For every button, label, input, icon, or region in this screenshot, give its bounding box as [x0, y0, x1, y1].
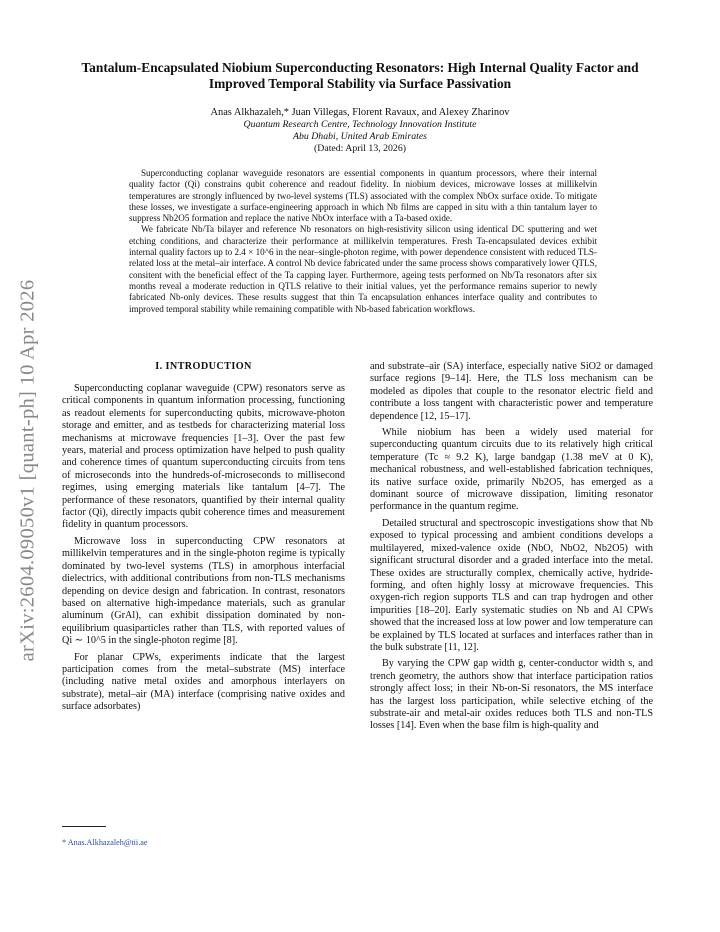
footnote-rule	[62, 826, 106, 827]
abstract	[129, 168, 597, 315]
section-heading-introduction: I. INTRODUCTION	[155, 361, 252, 372]
left-column	[62, 383, 345, 718]
paper-title: Tantalum-Encapsulated Niobium Superconducting Resonators: High Internal Quality Factor and Improved Temporal Stability via Surface Passivation	[81, 60, 639, 91]
intro-paragraph-1: Superconducting coplanar waveguide (CPW) resonators serve as critical components in quantum information processing, functioning as readout elements for superconducting qubits, microwave-photon storage and emitter, and as testbeds for characterizing material loss mechanisms at microwave frequencies [1–3]. Over the past few years, material and process optimization have helped to push quality and coherence times of quantum superconducting circuits from tens of microseconds into the hundreds-of-microseconds to millisecond regimes, using emerging materials like tantalum [4–7]. The performance of these resonators, quantified by their internal quality factor (Qi), directly impacts qubit coherence times and measurement fidelity in quantum processors.	[62, 383, 345, 531]
abstract-paragraph-1: Superconducting coplanar waveguide resonators are essential components in quantum processors, where their internal quality factor (Qi) constrains qubit coherence and readout fidelity. In niobium devices, microwave losses at millikelvin temperatures are strongly influenced by two-level systems (TLS) associated with the complex NbOx surface oxide. To mitigate these losses, we investigate a surface-engineering approach in which Nb films are capped in situ with a thin tantalum layer to suppress Nb2O5 formation and replace the native NbOx interface with a Ta-based oxide.	[129, 168, 597, 224]
affiliation-line-2: Abu Dhabi, United Arab Emirates	[293, 131, 427, 142]
intro-paragraph-3-continued: and substrate–air (SA) interface, especially native SiO2 or damaged surface regions [9–14]. Here, the TLS loss mechanism can be modeled as dipoles that couple to the resonator electric field and contribute a loss tangent with characteristic power and temperature dependence [12, 15–17].	[370, 361, 653, 422]
affiliation-line-1: Quantum Research Centre, Technology Innovation Institute	[243, 119, 477, 130]
intro-paragraph-6: By varying the CPW gap width g, center-conductor width s, and trench geometry, the authors show that interface participation ratios strongly affect loss; in their Nb-on-Si resonators, the MS interface has the largest loss participation, while selective etching of the substrate-air and metal-air oxides reduces both TLS and non-TLS losses [14]. Even when the base film is high-quality and	[370, 658, 653, 732]
author-list: Anas Alkhazaleh,* Juan Villegas, Florent Ravaux, and Alexey Zharinov	[210, 107, 510, 118]
footnote-email[interactable]: * Anas.Alkhazaleh@tii.ae	[62, 838, 148, 847]
arxiv-identifier-text: arXiv:2604.09050v1 [quant-ph] 10 Apr 2026	[16, 279, 39, 661]
date-line: (Dated: April 13, 2026)	[314, 143, 406, 154]
abstract-paragraph-2: We fabricate Nb/Ta bilayer and reference Nb resonators on high-resistivity silicon using identical DC sputtering and wet etching conditions, and characterize their performance at millikelvin temperatures. Fresh Ta-encapsulated devices exhibit internal quality factors up to 2.4 × 10^6 in the near–single-photon regime, with power dependence consistent with reduced TLS-related loss at the metal–air interface. A control Nb device fabricated under the same process shows comparatively lower QTLS, consitent with the beneficial effect of the Ta capping layer. Furthermore, ageing tests performed on Nb/Ta resonators after six months reveal a moderate reduction in QTLS relative to their initial values, yet the performance remains superior to newly fabricated Nb-only devices. These results suggest that thin Ta encapsulation enhances interface quality and contributes to improved temporal stability while remaining compatible with Nb-based fabrication workflows.	[129, 224, 597, 314]
arxiv-identifier-stamp	[8, 250, 48, 690]
intro-paragraph-5: Detailed structural and spectroscopic investigations show that Nb exposed to typical processing and ambient conditions develops a multilayered, mixed-valence oxide (NbO, NbO2, Nb2O5) with significant structural disorder and a graded interface into the metal. These oxides are structurally complex, chemically active, hydride-forming, and often highly lossy at microwave frequencies. This oxygen-rich region supports TLS and can trap hydrogen and other impurities [18–20]. Early systematic studies on Nb and Al CPWs showed that the increased loss at low power and low temperature can be explained by TLS located at surfaces and interfaces rather than in the bulk substrate [11, 12].	[370, 517, 653, 653]
intro-paragraph-4: While niobium has been a widely used material for superconducting quantum circuits due to its relatively high critical temperature (Tc ≈ 9.2 K), large bandgap (1.38 meV at 0 K), mechanical robustness, and well-established fabrication techniques, its native surface oxide, primarily Nb2O5, has emerged as a dominant source of microwave dissipation, limiting resonator performance in the quantum regime.	[370, 427, 653, 513]
intro-paragraph-2: Microwave loss in superconducting CPW resonators at millikelvin temperatures and in the single-photon regime is typically dominated by two-level systems (TLS) in amorphous interfacial dielectrics, with additional contributions from non-TLS mechanisms depending on device design and fabrication. In contrast, resonators based on alternative high-impedance materials, such as granular aluminum (GrAl), can exhibit dissipation dominated by non-equilibrium quasiparticles rather than TLS, with reported values of Qi ∼ 10^5 in the single-photon regime [8].	[62, 535, 345, 647]
intro-paragraph-3: For planar CPWs, experiments indicate that the largest participation comes from the metal–substrate (MS) interface (including native metal oxides and amorphous interlayers on substrate), metal–air (MA) interface (comprising native oxides and surface adsorbates)	[62, 651, 345, 713]
paper-header	[60, 60, 660, 155]
right-column	[370, 361, 653, 737]
